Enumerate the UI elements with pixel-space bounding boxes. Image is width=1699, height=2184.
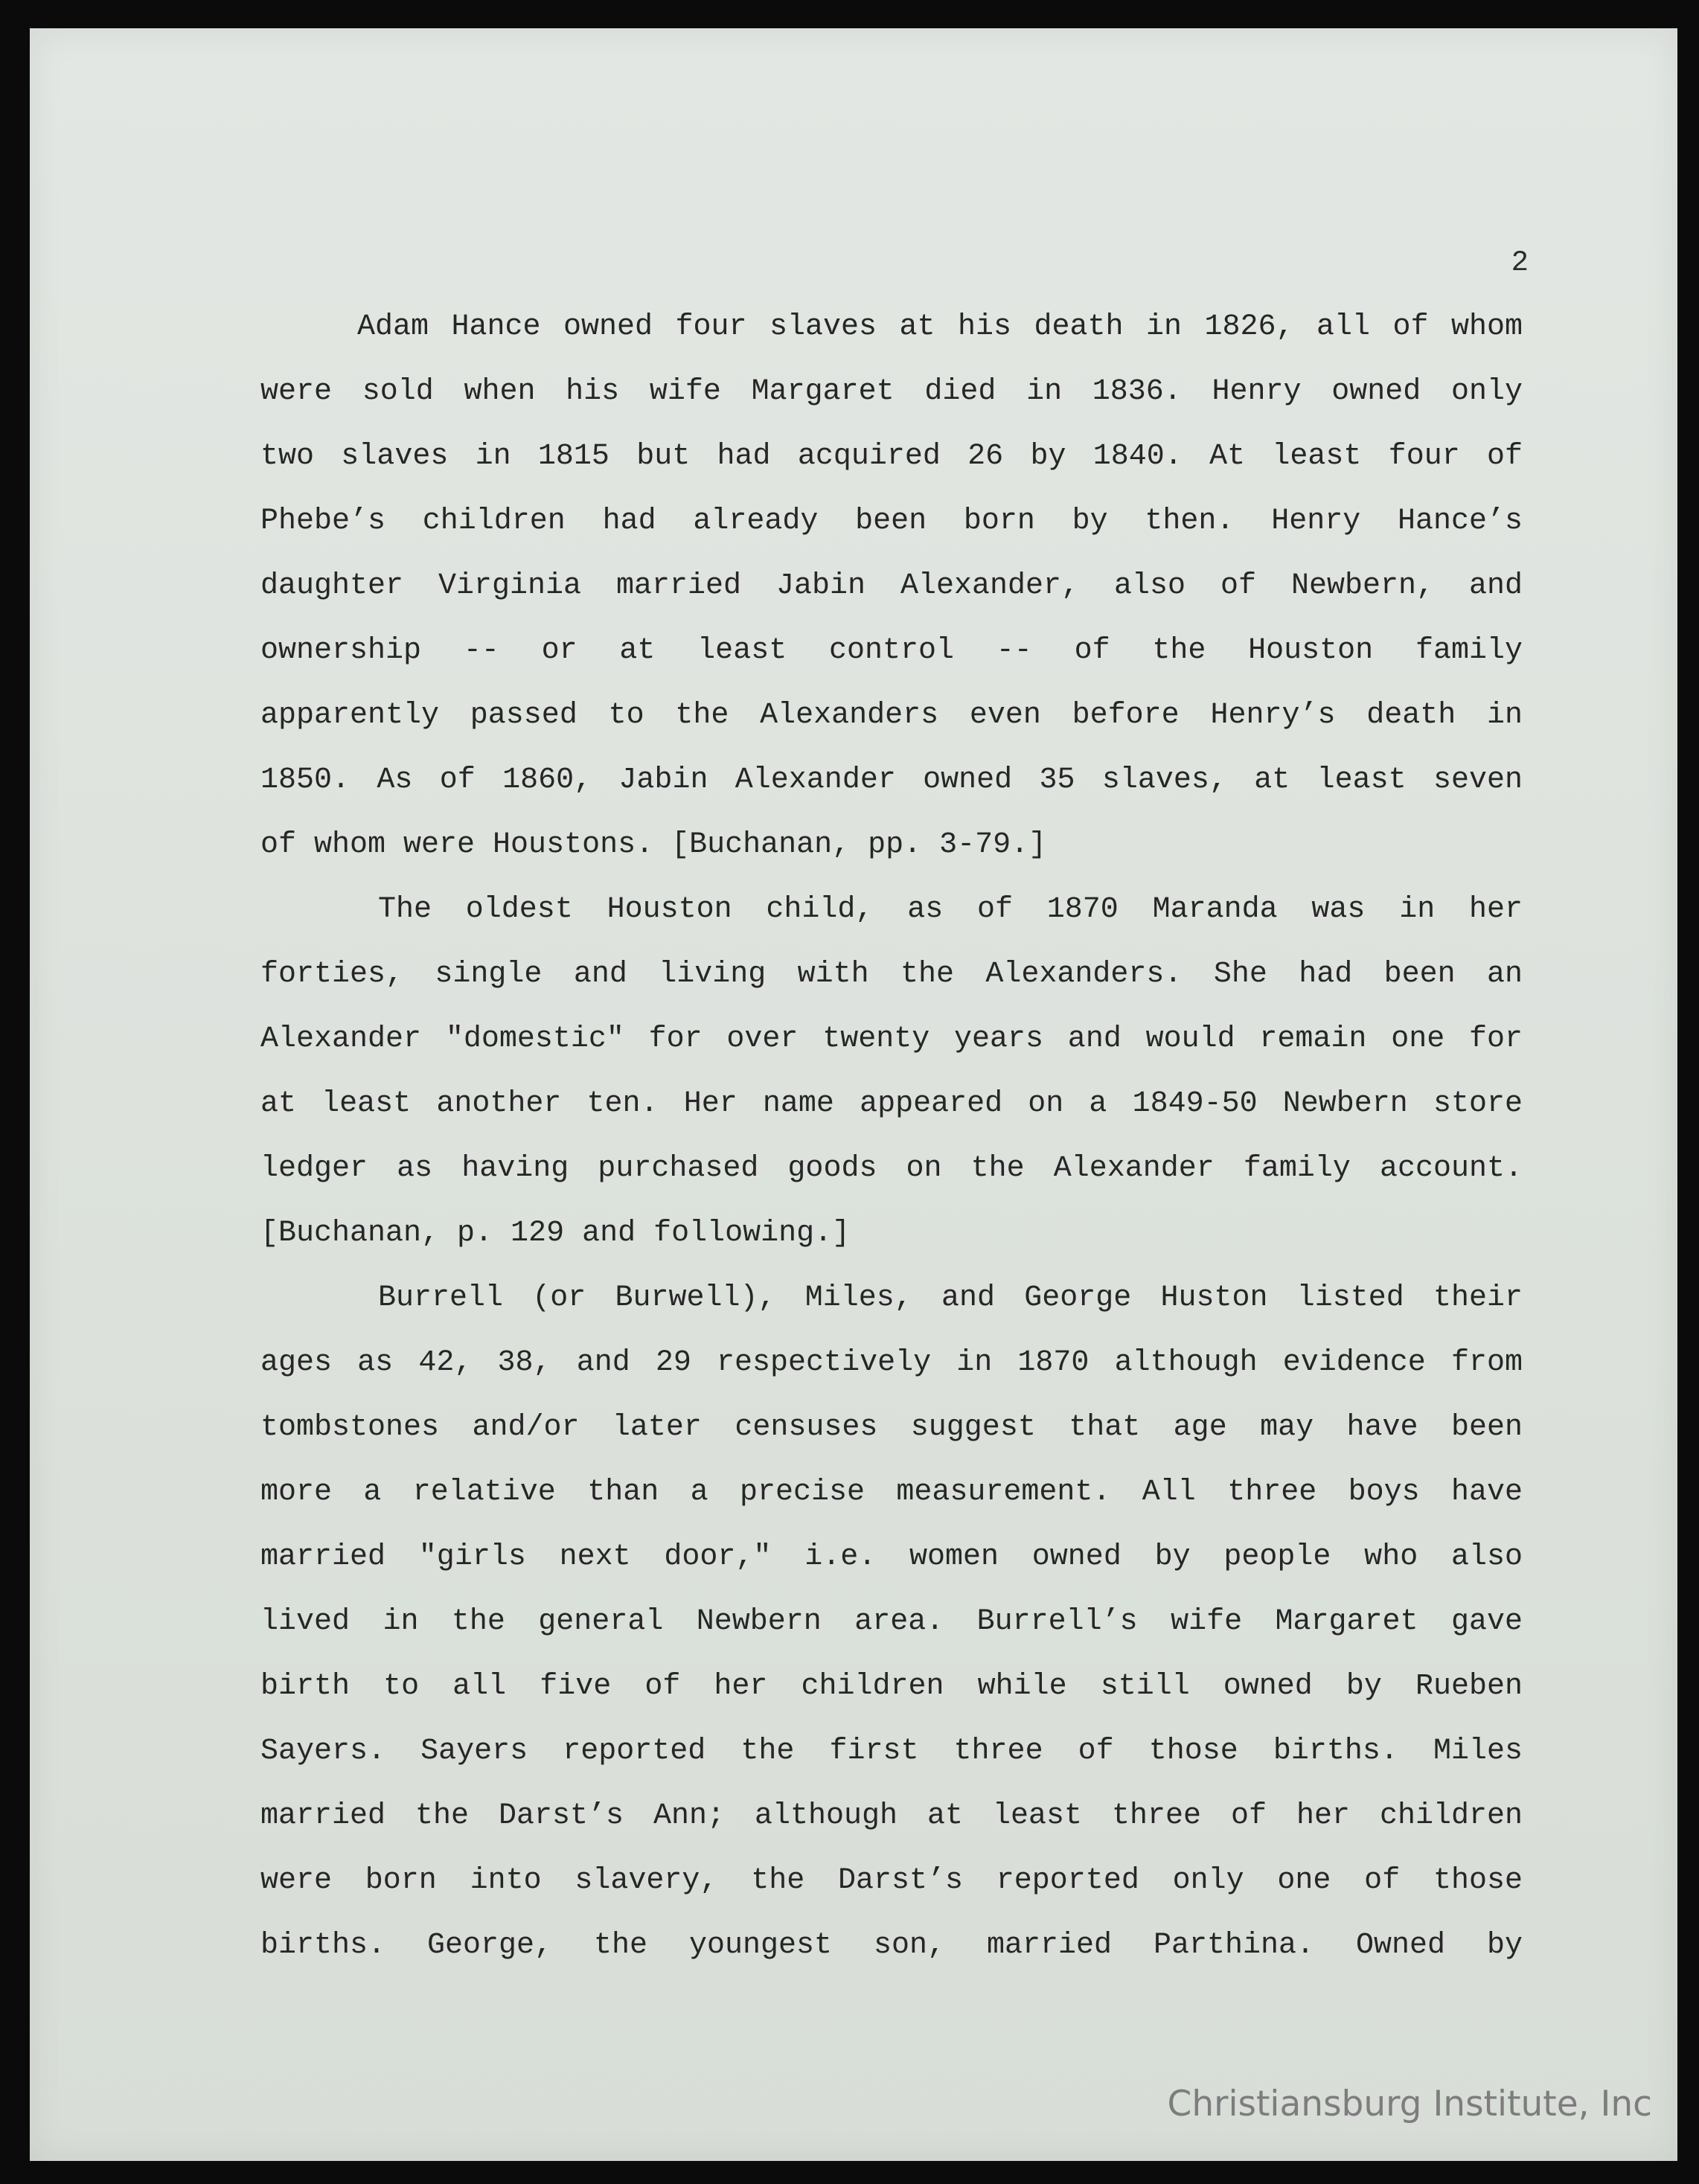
text-line: ages as 42, 38, and 29 respectively in 1870 although evidence from — [260, 1346, 1523, 1380]
text-line: [Buchanan, p. 129 and following.] — [260, 1217, 851, 1250]
watermark: Christiansburg Institute, Inc — [1167, 2084, 1652, 2124]
text-line: forties, single and living with the Alexanders. She had been an — [260, 958, 1523, 991]
body-text — [260, 305, 1523, 1988]
text-line: lived in the general Newbern area. Burrell’s wife Margaret gave — [260, 1605, 1523, 1639]
text-line: were sold when his wife Margaret died in 1836. Henry owned only — [260, 375, 1523, 409]
page-number: 2 — [1511, 246, 1529, 279]
text-line: births. George, the youngest son, married Parthina. Owned by — [260, 1929, 1523, 1962]
text-line: married "girls next door," i.e. women owned by people who also — [260, 1540, 1523, 1574]
text-line: apparently passed to the Alexanders even before Henry’s death in — [260, 699, 1523, 732]
text-line: were born into slavery, the Darst’s reported only one of those — [260, 1864, 1523, 1898]
text-line: 1850. As of 1860, Jabin Alexander owned 35 slaves, at least seven — [260, 763, 1523, 797]
text-line: Phebe’s children had already been born by then. Henry Hance’s — [260, 505, 1523, 538]
text-line: The oldest Houston child, as of 1870 Maranda was in her — [378, 893, 1523, 926]
text-line: of whom were Houstons. [Buchanan, pp. 3-79.] — [260, 828, 1047, 862]
text-line: more a relative than a precise measurement. All three boys have — [260, 1476, 1523, 1509]
text-line: birth to all five of her children while still owned by Rueben — [260, 1670, 1523, 1703]
text-line: Sayers. Sayers reported the first three of those births. Miles — [260, 1735, 1523, 1768]
text-line: Burrell (or Burwell), Miles, and George Huston listed their — [378, 1281, 1523, 1315]
text-line: Alexander "domestic" for over twenty years and would remain one for — [260, 1022, 1523, 1056]
text-line: daughter Virginia married Jabin Alexander, also of Newbern, and — [260, 569, 1523, 603]
document-page — [30, 28, 1677, 2161]
text-line: two slaves in 1815 but had acquired 26 by 1840. At least four of — [260, 440, 1523, 473]
text-line: at least another ten. Her name appeared on a 1849-50 Newbern store — [260, 1087, 1523, 1121]
text-line: tombstones and/or later censuses suggest that age may have been — [260, 1411, 1523, 1444]
text-line: ownership -- or at least control -- of the Houston family — [260, 634, 1523, 667]
text-line: married the Darst’s Ann; although at least three of her children — [260, 1799, 1523, 1833]
text-line: ledger as having purchased goods on the Alexander family account. — [260, 1152, 1523, 1185]
text-line: Adam Hance owned four slaves at his death in 1826, all of whom — [357, 310, 1523, 344]
